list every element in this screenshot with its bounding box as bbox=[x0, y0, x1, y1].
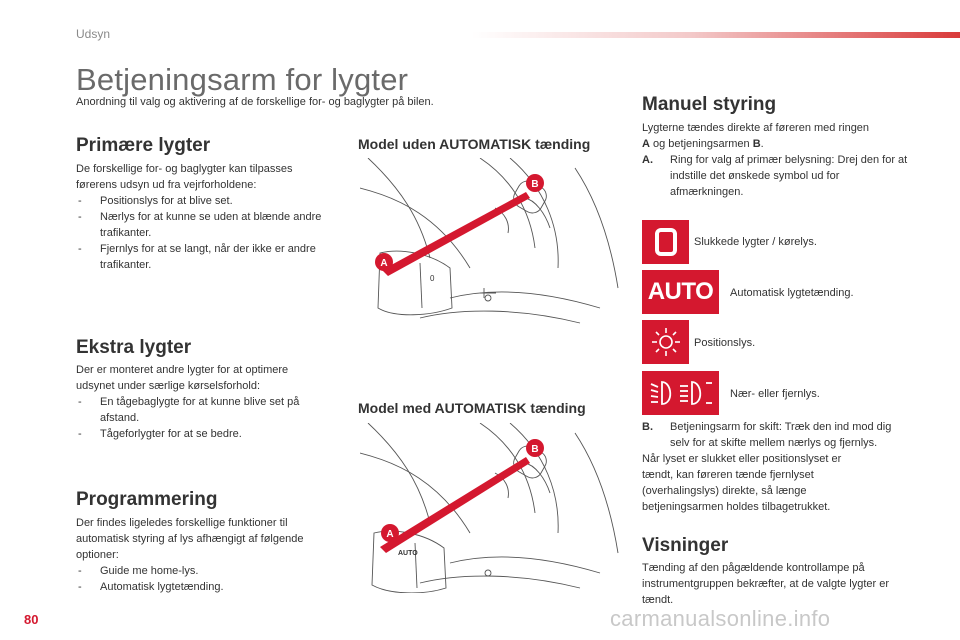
item-b bbox=[642, 419, 912, 451]
list-item: - Guide me home-lys. bbox=[76, 563, 341, 579]
section-label: Udsyn bbox=[76, 27, 111, 41]
stalk-drawing bbox=[360, 158, 620, 328]
stalk-drawing bbox=[360, 423, 620, 593]
list-item: - Fjernlys for at se langt, når der ikke er andre trafikanter. bbox=[76, 241, 326, 273]
callout-a-label: A bbox=[386, 529, 394, 540]
programming-list bbox=[76, 563, 341, 595]
primary-section bbox=[76, 161, 326, 273]
page-subtitle: Anordning til valg og aktivering af de forskellige for- og baglygter på bilen. bbox=[76, 96, 434, 108]
manual-heading: Manuel styring bbox=[642, 94, 777, 115]
list-item: - Tågeforlygter for at se bedre. bbox=[76, 426, 326, 442]
callout-b-label: B bbox=[531, 444, 539, 455]
primary-heading: Primære lygter bbox=[76, 135, 211, 156]
programming-heading: Programmering bbox=[76, 489, 218, 510]
ring-symbol-zero: 0 bbox=[430, 274, 435, 283]
extra-list bbox=[76, 394, 326, 442]
extra-section bbox=[76, 362, 326, 442]
intro-letter-a: A bbox=[642, 138, 650, 150]
list-item: - Positionslys for at blive set. bbox=[76, 193, 326, 209]
page-title: Betjeningsarm for lygter bbox=[76, 62, 409, 97]
zero-caption: Slukkede lygter / kørelys. bbox=[694, 236, 817, 248]
header-rule bbox=[472, 32, 960, 38]
position-lights-caption: Positionslys. bbox=[694, 337, 756, 349]
item-a-letter: A. bbox=[642, 154, 653, 166]
figure-without-auto-heading: Model uden AUTOMATISK tænding bbox=[358, 136, 591, 152]
programming-intro: Der findes ligeledes forskellige funktioner til automatisk styring af lys afhængigt af følgende optioner: bbox=[76, 517, 304, 561]
stalk-illustration-without-auto bbox=[360, 158, 620, 328]
manual-item-b-section bbox=[642, 419, 912, 515]
list-item: - En tågebaglygte for at kunne blive set på afstand. bbox=[76, 394, 326, 426]
displays-text: Tænding af den pågældende kontrollampe på instrumentgruppen bekræfter, at de valgte lygter er tændt. bbox=[642, 562, 890, 606]
manual-note: Når lyset er slukket eller positionslyset er tændt, kan føreren tænde fjernlyset (overhalingslys) direkte, så længe betjeningsarmen holdes tilbagetrukket. bbox=[642, 453, 842, 513]
auto-icon-text: AUTO bbox=[647, 278, 714, 305]
intro-part2: og betjeningsarmen bbox=[653, 138, 750, 150]
item-a bbox=[642, 152, 912, 200]
dipped-main-beam-caption: Nær- eller fjernlys. bbox=[730, 388, 820, 400]
stalk-illustration-with-auto bbox=[360, 423, 620, 593]
zero-icon bbox=[642, 220, 689, 264]
item-a-text: Ring for valg af primær belysning: Drej den for at indstille det ønskede symbol ud for afmærkningen. bbox=[670, 154, 908, 198]
list-item: - Automatisk lygtetænding. bbox=[76, 579, 341, 595]
auto-icon bbox=[642, 270, 719, 314]
intro-letter-b: B bbox=[752, 138, 761, 150]
stalk-auto-label: AUTO bbox=[398, 550, 418, 557]
displays-section bbox=[642, 560, 892, 608]
intro-part1: Lygterne tændes direkte af føreren med ringen bbox=[642, 122, 870, 134]
primary-list bbox=[76, 193, 326, 273]
page-number: 80 bbox=[24, 612, 39, 627]
callout-b-label: B bbox=[531, 179, 539, 190]
dipped-main-beam-icon bbox=[642, 371, 719, 415]
auto-caption: Automatisk lygtetænding. bbox=[730, 287, 854, 299]
list-item: - Nærlys for at kunne se uden at blænde andre trafikanter. bbox=[76, 209, 326, 241]
figure-with-auto-heading: Model med AUTOMATISK tænding bbox=[358, 400, 586, 416]
programming-section bbox=[76, 515, 341, 595]
extra-heading: Ekstra lygter bbox=[76, 337, 192, 358]
callout-a-label: A bbox=[380, 258, 388, 269]
manual-intro-text bbox=[642, 120, 912, 152]
displays-heading: Visninger bbox=[642, 535, 729, 556]
item-b-text: Betjeningsarm for skift: Træk den ind mod dig selv for at skifte mellem nærlys og fjernlys. bbox=[670, 421, 892, 449]
pointer-line-a bbox=[380, 457, 530, 553]
watermark: carmanualsonline.info bbox=[610, 606, 831, 631]
primary-intro: De forskellige for- og baglygter kan tilpasses førerens udsyn ud fra vejrforholdene: bbox=[76, 163, 293, 191]
position-lights-icon bbox=[642, 320, 689, 364]
manual-intro bbox=[642, 120, 912, 200]
intro-end: . bbox=[760, 138, 764, 150]
extra-intro: Der er monteret andre lygter for at optimere udsynet under særlige kørselsforhold: bbox=[76, 364, 289, 392]
item-b-letter: B. bbox=[642, 421, 653, 433]
